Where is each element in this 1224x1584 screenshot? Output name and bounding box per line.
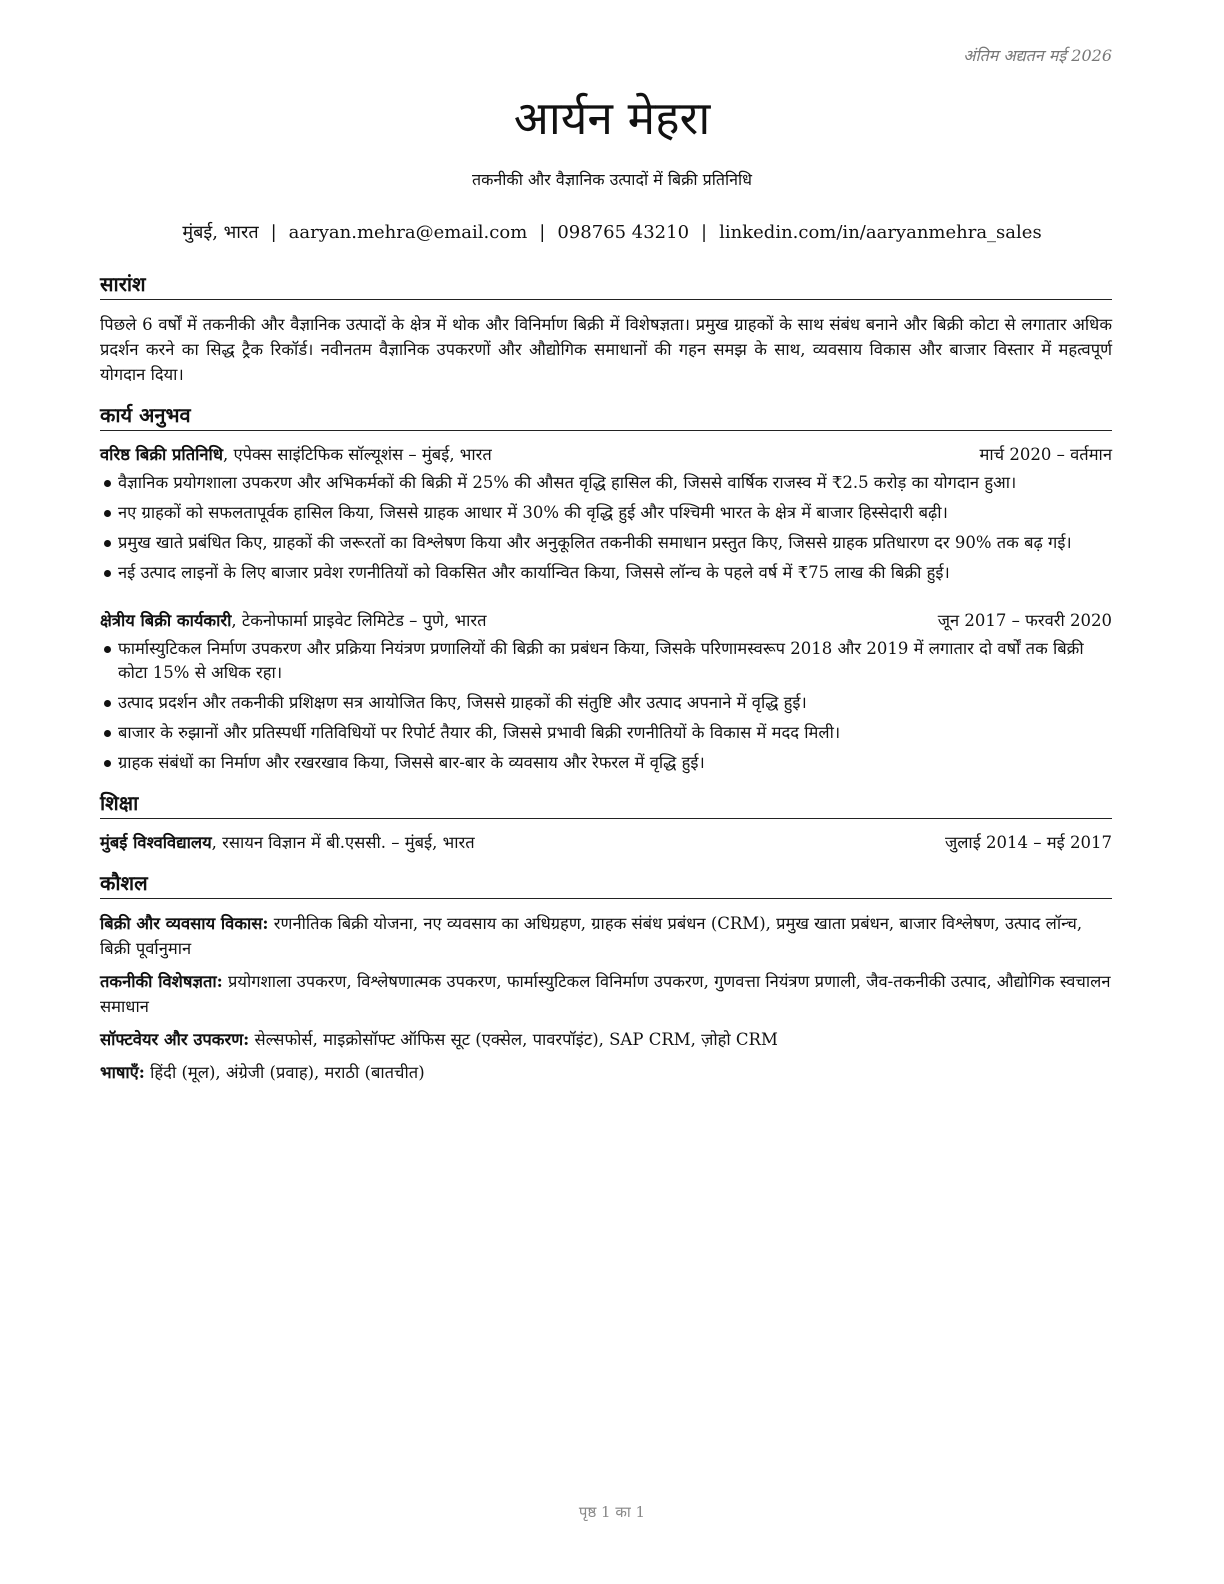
resume-content <box>100 270 1112 1093</box>
job-header <box>100 443 1112 467</box>
job-role: क्षेत्रीय बिक्री कार्यकारी <box>100 611 232 630</box>
contact-location: मुंबई, भारत <box>182 222 259 243</box>
skill-item <box>100 1060 1112 1085</box>
job-bullet: बाजार के रुझानों और प्रतिस्पर्धी गतिविधियों पर रिपोर्ट तैयार की, जिससे प्रभावी बिक्री रणनीतियों के विकास में मदद मिली। <box>118 721 1112 745</box>
job-dates: मार्च 2020 – वर्तमान <box>979 445 1112 464</box>
contact-linkedin[interactable]: linkedin.com/in/aaryanmehra_sales <box>719 222 1042 243</box>
job-bullet: फार्मास्युटिकल निर्माण उपकरण और प्रक्रिया नियंत्रण प्रणालियों की बिक्री का प्रबंधन किया, जिसके परिणामस्वरूप 2018 और 2019 में लगातार दो वर्षों तक बिक्री कोटा 15% से अधिक रहा। <box>118 637 1112 685</box>
skill-label: भाषाएँ: <box>100 1063 145 1082</box>
candidate-subtitle: तकनीकी और वैज्ञानिक उत्पादों में बिक्री प्रतिनिधि <box>471 170 753 189</box>
page-number: पृष्ठ 1 का 1 <box>578 1503 646 1521</box>
contact-phone[interactable]: 098765 43210 <box>557 222 690 243</box>
skill-value: प्रयोगशाला उपकरण, विश्लेषणात्मक उपकरण, फार्मास्युटिकल विनिर्माण उपकरण, गुणवत्ता नियंत्रण प्रणाली, जैव-तकनीकी उत्पाद, औद्योगिक स्वचालन समाधान <box>100 972 1111 1016</box>
skill-label: सॉफ्टवेयर और उपकरण: <box>100 1030 250 1049</box>
job-bullets <box>100 637 1112 775</box>
skill-value: रणनीतिक बिक्री योजना, नए व्यवसाय का अधिग्रहण, ग्राहक संबंध प्रबंधन (CRM), प्रमुख खाता प्रबंधन, बाजार विश्लेषण, उत्पाद लॉन्च, बिक्री पूर्वानुमान <box>100 914 1083 958</box>
education-dates: जुलाई 2014 – मई 2017 <box>945 833 1112 852</box>
job-bullet: उत्पाद प्रदर्शन और तकनीकी प्रशिक्षण सत्र आयोजित किए, जिससे ग्राहकों की संतुष्टि और उत्पाद अपनाने में वृद्धि हुई। <box>118 691 1112 715</box>
job-bullet: प्रमुख खाते प्रबंधित किए, ग्राहकों की जरूरतों का विश्लेषण किया और अनुकूलित तकनीकी समाधान प्रस्तुत किए, जिससे ग्राहक प्रतिधारण दर 90% तक बढ़ गई। <box>118 531 1112 555</box>
education-entry <box>100 831 1112 855</box>
section-title-education: शिक्षा <box>100 789 1112 819</box>
job-role-company <box>100 609 487 633</box>
job-company: , एपेक्स साइंटिफिक सॉल्यूशंस – मुंबई, भारत <box>222 445 492 464</box>
last-updated: अंतिम अद्यतन मई 2026 <box>963 46 1112 65</box>
job-company: , टेकनोफार्मा प्राइवेट लिमिटेड – पुणे, भारत <box>231 611 487 630</box>
contact-separator: | <box>270 222 277 243</box>
job-bullet: ग्राहक संबंधों का निर्माण और रखरखाव किया, जिससे बार-बार के व्यवसाय और रेफरल में वृद्धि हुई। <box>118 751 1112 775</box>
job-bullets <box>100 471 1112 585</box>
section-title-skills: कौशल <box>100 869 1112 899</box>
job-bullet: नए ग्राहकों को सफलतापूर्वक हासिल किया, जिससे ग्राहक आधार में 30% की वृद्धि हुई और पश्चिमी भारत के क्षेत्र में बाजार हिस्सेदारी बढ़ी। <box>118 501 1112 525</box>
contact-line <box>0 220 1224 244</box>
job-header <box>100 609 1112 633</box>
job-role: वरिष्ठ बिक्री प्रतिनिधि <box>100 445 223 464</box>
job-role-company <box>100 443 492 467</box>
contact-email[interactable]: aaryan.mehra@email.com <box>288 222 528 243</box>
job-dates: जून 2017 – फरवरी 2020 <box>937 611 1112 630</box>
skill-label: बिक्री और व्यवसाय विकास: <box>100 914 269 933</box>
job-bullet: नई उत्पाद लाइनों के लिए बाजार प्रवेश रणनीतियों को विकसित और कार्यान्वित किया, जिससे लॉन्च के पहले वर्ष में ₹75 लाख की बिक्री हुई। <box>118 561 1112 585</box>
education-detail: , रसायन विज्ञान में बी.एससी. – मुंबई, भारत <box>211 833 475 852</box>
contact-separator: | <box>701 222 708 243</box>
skill-item <box>100 969 1112 1019</box>
education-institution: मुंबई विश्वविद्यालय <box>100 833 212 852</box>
contact-separator: | <box>539 222 546 243</box>
section-title-summary: सारांश <box>100 270 1112 300</box>
candidate-name: आर्यन मेहरा <box>513 91 711 145</box>
section-title-experience: कार्य अनुभव <box>100 401 1112 431</box>
education-institution-detail <box>100 831 475 855</box>
skill-item <box>100 911 1112 961</box>
summary-text: पिछले 6 वर्षों में तकनीकी और वैज्ञानिक उत्पादों के क्षेत्र में थोक और विनिर्माण बिक्री में विशेषज्ञता। प्रमुख ग्राहकों के साथ संबंध बनाने और बिक्री कोटा से लगातार अधिक प्रदर्शन करने का सिद्ध ट्रैक रिकॉर्ड। नवीनतम वैज्ञानिक उपकरणों और औद्योगिक समाधानों की गहन समझ के साथ, व्यवसाय विकास और बाजार विस्तार में महत्वपूर्ण योगदान दिया। <box>100 315 1112 384</box>
skill-value: हिंदी (मूल), अंग्रेजी (प्रवाह), मराठी (बातचीत) <box>144 1063 425 1082</box>
skill-item <box>100 1027 1112 1052</box>
skill-label: तकनीकी विशेषज्ञता: <box>100 972 223 991</box>
skill-value: सेल्सफोर्स, माइक्रोसॉफ्ट ऑफिस सूट (एक्सेल, पावरपॉइंट), SAP CRM, ज़ोहो CRM <box>249 1030 778 1049</box>
job-bullet: वैज्ञानिक प्रयोगशाला उपकरण और अभिकर्मकों की बिक्री में 25% की औसत वृद्धि हासिल की, जिससे वार्षिक राजस्व में ₹2.5 करोड़ का योगदान हुआ। <box>118 471 1112 495</box>
